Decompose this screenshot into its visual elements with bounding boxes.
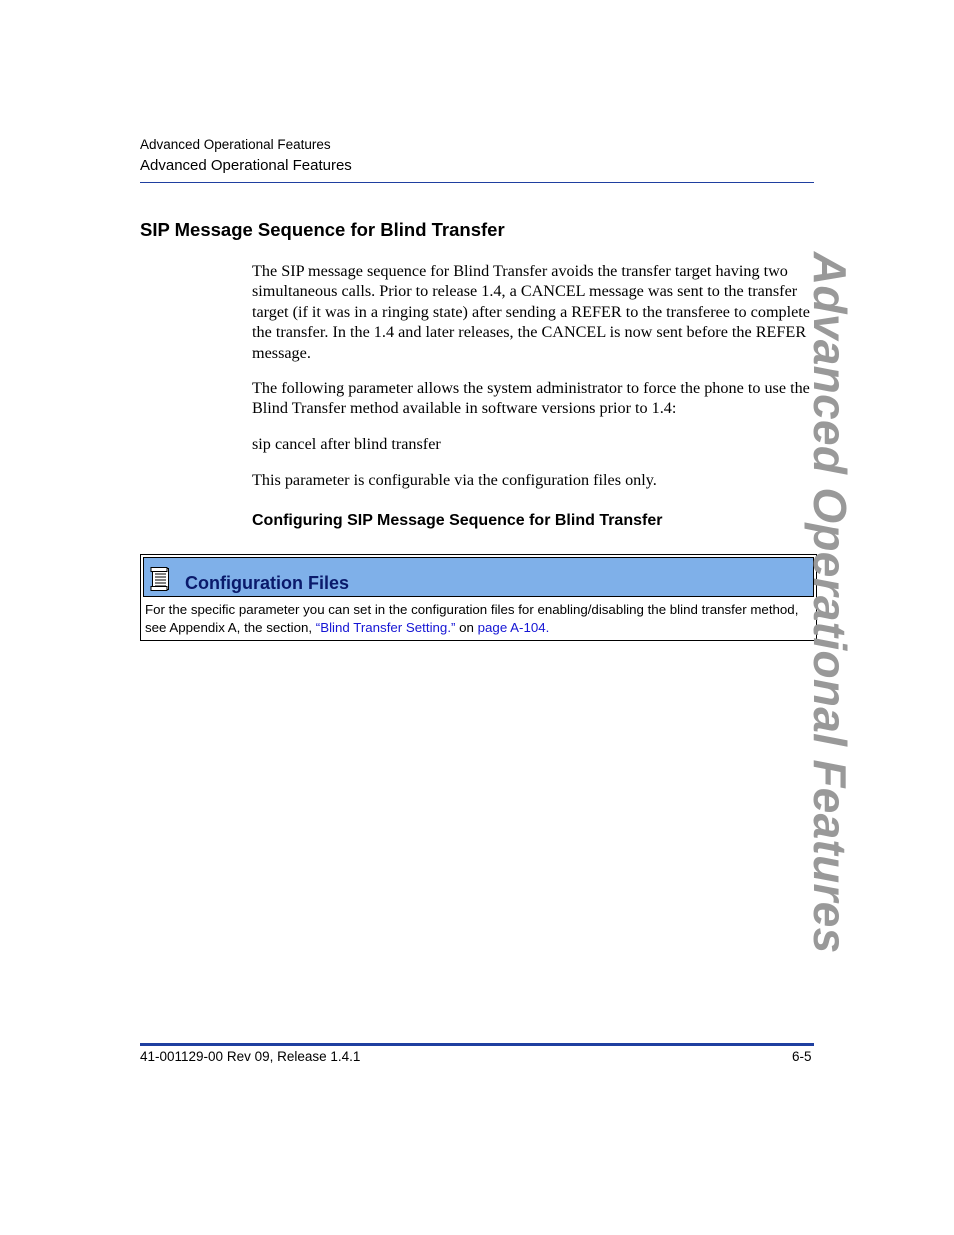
footer-document-id: 41-001129-00 Rev 09, Release 1.4.1 <box>140 1049 361 1064</box>
note-text-middle: on <box>455 620 478 635</box>
paragraph-intro: The SIP message sequence for Blind Transfer avoids the transfer target having two simultaneous calls. Prior to release 1.4, a CANCEL message was sent to the transfer target (if it was in a ringing state) after sending a REFER to the transferee to complete the transfer. In the 1.4 and later releases, the CANCEL is now sent before the REFER message. <box>252 262 810 362</box>
paragraph-config-only: This parameter is configurable via the configuration files only. <box>252 471 657 489</box>
section-title: SIP Message Sequence for Blind Transfer <box>140 219 505 240</box>
configuration-files-note <box>140 554 817 641</box>
note-body <box>145 601 810 637</box>
document-icon <box>150 567 172 591</box>
page-reference-link[interactable]: page A-104 <box>477 620 546 635</box>
paragraph-parameter: The following parameter allows the system administrator to force the phone to use the Blind Transfer method available in software versions prior to 1.4: <box>252 379 810 418</box>
note-header <box>143 557 814 597</box>
running-header-chapter: Advanced Operational Features <box>140 157 352 174</box>
note-title: Configuration Files <box>185 573 349 593</box>
running-header-breadcrumb: Advanced Operational Features <box>140 137 331 152</box>
chapter-side-tab: Advanced Operational Features <box>804 252 856 954</box>
blind-transfer-setting-link[interactable]: “Blind Transfer Setting.” <box>315 620 456 635</box>
subsection-title: Configuring SIP Message Sequence for Blind Transfer <box>252 512 663 529</box>
footer-page-number: 6-5 <box>792 1049 812 1064</box>
header-divider <box>140 182 814 183</box>
note-text-after: . <box>545 620 550 635</box>
footer-divider <box>140 1043 814 1046</box>
note-text-before: For the specific parameter you can set in the configuration files for enabling/disabling the blind transfer method, see Appendix A, the section, <box>145 602 799 635</box>
parameter-name: sip cancel after blind transfer <box>252 435 441 453</box>
